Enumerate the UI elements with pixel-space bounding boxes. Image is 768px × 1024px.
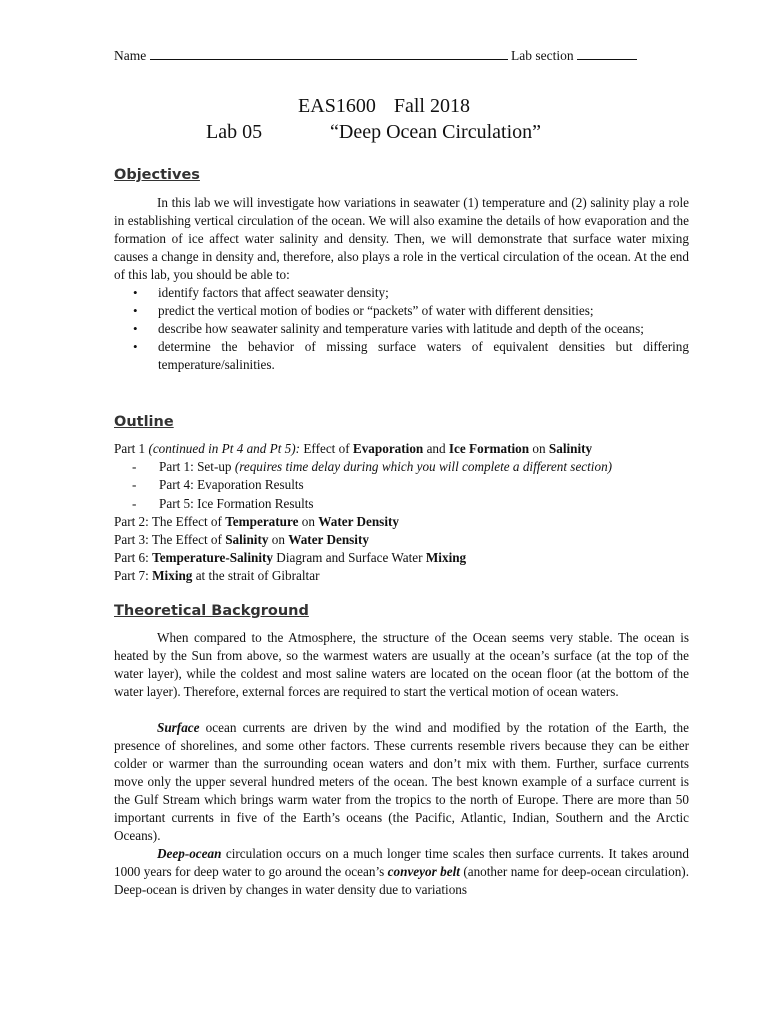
list-item: • determine the behavior of missing surface waters of equivalent densities but differing temperature/salinities.	[133, 339, 689, 372]
lab-section-field[interactable]	[577, 47, 637, 60]
conveyor-belt-term: conveyor belt	[387, 864, 460, 879]
background-heading: Theoretical Background	[114, 603, 309, 619]
lab-name: “Deep Ocean Circulation”	[330, 121, 542, 143]
outline-sub-item: - Part 4: Evaporation Results	[132, 477, 304, 493]
background-paragraph-3: Deep-ocean circulation occurs on a much longer time scales then surface currents. It takes around 1000 years for deep water to go around the ocean’s conveyor belt (another name for deep-ocean circulation). Deep-ocean is driven by changes in water density due to variations	[114, 846, 689, 897]
outline-list	[114, 440, 694, 586]
outline-part-2: Part 2: The Effect of Temperature on Water Density	[114, 513, 399, 529]
surface-term: Surface	[157, 720, 200, 735]
bullet-icon: •	[133, 339, 138, 354]
list-item: • identify factors that affect seawater density;	[133, 285, 389, 300]
lab-section-label: Lab section	[510, 48, 574, 63]
header-line	[114, 47, 654, 64]
bullet-icon: •	[133, 285, 138, 300]
outline-heading: Outline	[114, 414, 174, 430]
course-title	[0, 95, 768, 118]
course-code: EAS1600	[298, 95, 376, 117]
outline-part-6: Part 6: Temperature-Salinity Diagram and Surface Water Mixing	[114, 550, 467, 566]
lab-number: Lab 05	[206, 121, 263, 143]
bullet-icon: •	[133, 303, 138, 318]
list-item: • describe how seawater salinity and temperature varies with latitude and depth of the oceans;	[133, 321, 644, 336]
objectives-list	[114, 284, 689, 374]
background-paragraph-2: Surface ocean currents are driven by the wind and modified by the rotation of the Earth, the presence of shorelines, and some other factors. These currents resemble rivers because they can be either colder or warmer than the surrounding ocean waters and don’t mix with them. Further, surface currents move only the upper several hundred meters of the ocean. The best known example of a surface current is the Gulf Stream which brings warm water from the tropics to the north of Europe. There are more than 50 important currents in five of the Earth’s oceans (the Pacific, Atlantic, Indian, Southern and the Arctic Oceans).	[114, 720, 689, 843]
outline-part-7: Part 7: Mixing at the strait of Gibraltar	[114, 568, 320, 584]
name-field[interactable]	[150, 47, 508, 60]
lab-title	[206, 121, 541, 144]
background-paragraph-1: When compared to the Atmosphere, the structure of the Ocean seems very stable. The ocean is heated by the Sun from above, so the warmest waters are usually at the ocean’s surface (at the top of the water layer), while the coldest and most saline waters are located on the ocean floor (at the bottom of the water layer). Therefore, external forces are required to start the vertical motion of ocean waters.	[114, 630, 689, 699]
bullet-icon: •	[133, 321, 138, 336]
objectives-paragraph: In this lab we will investigate how variations in seawater (1) temperature and (2) salinity play a role in establishing vertical circulation of the ocean. We will also examine the details of how evaporation and the formation of ice affect water salinity and density. Then, we will demonstrate that surface water mixing causes a change in density and, therefore, also plays a role in the vertical circulation of the ocean. At the end of this lab, you should be able to:	[114, 195, 689, 282]
deep-ocean-term: Deep-ocean	[157, 846, 222, 861]
course-term: Fall 2018	[393, 95, 470, 117]
list-item: • predict the vertical motion of bodies or “packets” of water with different densities;	[133, 303, 594, 318]
name-label: Name	[114, 48, 147, 63]
outline-part-3: Part 3: The Effect of Salinity on Water Density	[114, 532, 369, 548]
outline-part-1: Part 1 (continued in Pt 4 and Pt 5): Effect of Evaporation and Ice Formation on Salinity	[114, 441, 593, 456]
outline-sub-item: - Part 5: Ice Formation Results	[132, 495, 314, 511]
objectives-heading: Objectives	[114, 167, 200, 183]
outline-sub-item: - Part 1: Set-up (requires time delay during which you will complete a different section)	[132, 459, 613, 475]
